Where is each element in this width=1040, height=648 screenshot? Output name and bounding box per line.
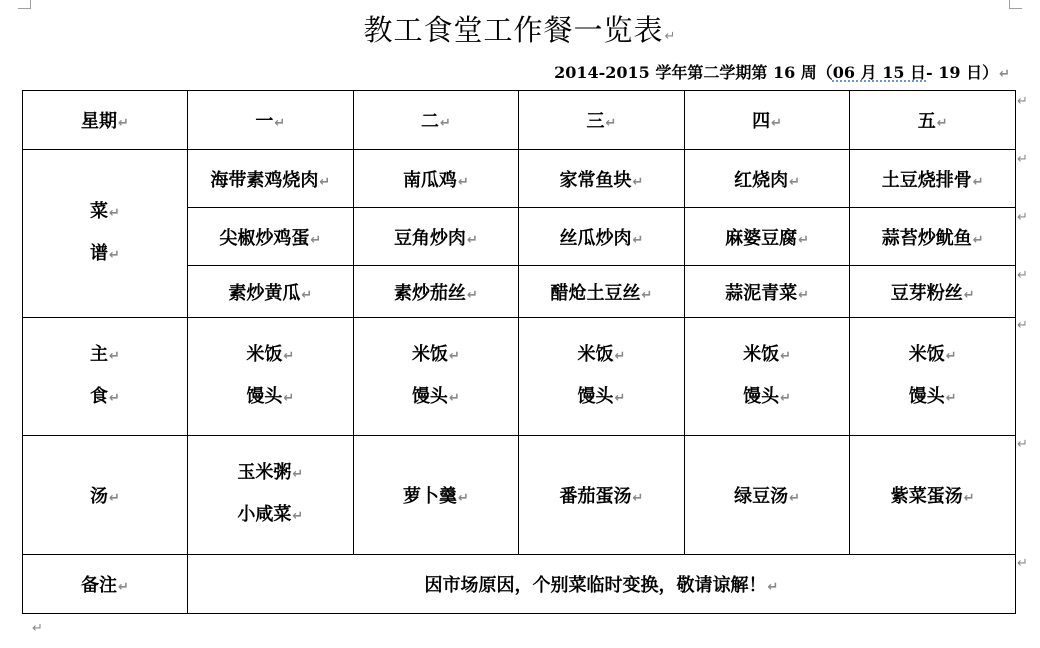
dish-cell — [850, 150, 1016, 208]
cell-mark-icon: ↵ — [632, 174, 644, 190]
dish-cell — [684, 150, 850, 208]
cell-mark-icon: ↵ — [789, 174, 801, 190]
cell-mark-icon: ↵ — [283, 390, 295, 406]
cell-mark-icon: ↵ — [963, 491, 975, 506]
dish-name: 蒜泥青菜 — [725, 282, 798, 304]
cell-mark-icon: ↵ — [789, 491, 801, 506]
dish-cell — [519, 266, 685, 318]
staple-cell — [850, 318, 1016, 436]
staple-item: 馒头 — [577, 385, 614, 407]
cell-mark-icon: ↵ — [466, 287, 478, 303]
cell-mark-icon: ↵ — [274, 116, 286, 131]
staple-label-char: 食 — [90, 385, 109, 407]
cell-mark-icon: ↵ — [319, 174, 331, 190]
staple-item: 米饭 — [246, 343, 283, 365]
cell-mark-icon: ↵ — [936, 116, 948, 131]
cell-mark-icon: ↵ — [780, 348, 792, 364]
cell-mark-icon: ↵ — [292, 509, 304, 524]
soup-row — [23, 436, 1016, 555]
staple-item: 馒头 — [743, 385, 780, 407]
cell-mark-icon: ↵ — [109, 491, 120, 506]
cell-mark-icon: ↵ — [780, 390, 792, 406]
soup-item: 番茄蛋汤 — [559, 486, 632, 507]
cell-mark-icon: ↵ — [109, 348, 120, 364]
staple-cell — [353, 318, 519, 436]
day-header-cell — [353, 91, 519, 150]
cell-mark-icon: ↵ — [118, 580, 129, 595]
day-header: 二 — [420, 111, 439, 132]
dish-cell — [684, 266, 850, 318]
dish-name: 家常鱼块 — [559, 169, 632, 191]
cell-mark-icon: ↵ — [771, 116, 783, 131]
cell-mark-icon: ↵ — [448, 390, 460, 406]
cell-mark-icon: ↵ — [118, 116, 129, 131]
staple-item: 米饭 — [743, 343, 780, 365]
cell-mark-icon: ↵ — [457, 491, 469, 506]
cell-mark-icon: ↵ — [945, 348, 957, 364]
dish-cell — [188, 208, 354, 266]
paragraph-mark-icon: ↵ — [664, 29, 677, 44]
subtitle-date-end: - 19 日） — [926, 63, 999, 82]
day-header: 四 — [752, 111, 771, 132]
dishes-category-cell — [23, 150, 188, 318]
dish-name: 南瓜鸡 — [402, 169, 457, 191]
dish-name: 素炒茄丝 — [393, 282, 466, 304]
row-end-mark-icon: ↵ — [1017, 437, 1028, 452]
row-end-mark-icon: ↵ — [1017, 94, 1028, 109]
soup-cell — [519, 436, 685, 555]
cell-mark-icon: ↵ — [439, 116, 451, 131]
dish-name: 红烧肉 — [734, 169, 789, 191]
dish-cell — [353, 266, 519, 318]
subtitle-prefix: 2014-2015 学年第二学期第 16 周（ — [554, 63, 833, 82]
soup-item: 玉米粥 — [237, 462, 292, 483]
subtitle-date-start: 06 月 15 日 — [832, 63, 927, 82]
staple-item: 米饭 — [908, 343, 945, 365]
cell-mark-icon: ↵ — [963, 287, 975, 303]
dish-name: 海带素鸡烧肉 — [210, 169, 319, 191]
soup-cell — [684, 436, 850, 555]
cell-mark-icon: ↵ — [972, 232, 984, 248]
dish-cell — [850, 266, 1016, 318]
document-title — [0, 8, 1040, 49]
dish-name: 醋炝土豆丝 — [550, 282, 641, 304]
cell-mark-icon: ↵ — [292, 467, 304, 482]
document-subtitle — [554, 60, 1010, 83]
cell-mark-icon: ↵ — [798, 287, 810, 303]
cell-mark-icon: ↵ — [310, 232, 322, 248]
dish-cell — [353, 150, 519, 208]
cell-mark-icon: ↵ — [109, 390, 120, 406]
dish-row — [23, 150, 1016, 208]
staple-cell — [684, 318, 850, 436]
staple-item: 米饭 — [411, 343, 448, 365]
soup-cell — [188, 436, 354, 555]
cell-mark-icon: ↵ — [109, 205, 120, 221]
cell-mark-icon: ↵ — [614, 348, 626, 364]
soup-label: 汤 — [90, 486, 109, 507]
cell-mark-icon: ↵ — [614, 390, 626, 406]
row-end-mark-icon: ↵ — [1017, 268, 1028, 283]
dish-cell — [188, 150, 354, 208]
cell-mark-icon: ↵ — [448, 348, 460, 364]
soup-item: 紫菜蛋汤 — [890, 486, 963, 507]
staple-category-cell — [23, 318, 188, 436]
dish-name: 蒜苔炒鱿鱼 — [881, 227, 972, 249]
cell-mark-icon: ↵ — [301, 287, 313, 303]
menu-table — [22, 90, 1016, 614]
cell-mark-icon: ↵ — [632, 232, 644, 248]
row-end-mark-icon: ↵ — [1017, 210, 1028, 225]
cell-mark-icon: ↵ — [109, 247, 120, 263]
title-text: 教工食堂工作餐一览表 — [363, 13, 664, 47]
header-row — [23, 91, 1016, 150]
dish-name: 豆芽粉丝 — [890, 282, 963, 304]
dish-cell — [519, 208, 685, 266]
dish-name: 尖椒炒鸡蛋 — [219, 227, 310, 249]
day-header: 五 — [917, 111, 936, 132]
cell-mark-icon: ↵ — [972, 174, 984, 190]
dish-name: 丝瓜炒肉 — [559, 227, 632, 249]
row-end-mark-icon: ↵ — [1017, 556, 1028, 571]
note-label: 备注 — [81, 575, 118, 596]
staple-row — [23, 318, 1016, 436]
dish-name: 麻婆豆腐 — [725, 227, 798, 249]
dish-name: 豆角炒肉 — [393, 227, 466, 249]
cell-mark-icon: ↵ — [641, 287, 653, 303]
cell-mark-icon: ↵ — [798, 232, 810, 248]
soup-cell — [353, 436, 519, 555]
cell-mark-icon: ↵ — [283, 348, 295, 364]
cell-mark-icon: ↵ — [457, 174, 469, 190]
row-end-mark-icon: ↵ — [1017, 152, 1028, 167]
staple-item: 馒头 — [411, 385, 448, 407]
soup-category-cell — [23, 436, 188, 555]
dish-cell — [188, 266, 354, 318]
dishes-label-char: 菜 — [90, 200, 109, 222]
soup-cell — [850, 436, 1016, 555]
day-header-cell — [850, 91, 1016, 150]
document-end-mark-icon: ↵ — [32, 621, 43, 636]
cell-mark-icon: ↵ — [605, 116, 617, 131]
note-label-cell — [23, 555, 188, 614]
dish-cell — [850, 208, 1016, 266]
staple-item: 馒头 — [246, 385, 283, 407]
cell-mark-icon: ↵ — [466, 232, 478, 248]
day-header-cell — [519, 91, 685, 150]
day-header-cell — [188, 91, 354, 150]
soup-item: 小咸菜 — [237, 504, 292, 525]
day-header-cell — [684, 91, 850, 150]
note-row — [23, 555, 1016, 614]
dish-cell — [684, 208, 850, 266]
staple-cell — [188, 318, 354, 436]
staple-item: 米饭 — [577, 343, 614, 365]
dish-name: 土豆烧排骨 — [881, 169, 972, 191]
day-header: 三 — [586, 111, 605, 132]
staple-cell — [519, 318, 685, 436]
day-header: 一 — [255, 111, 274, 132]
soup-item: 萝卜羹 — [402, 486, 457, 507]
dish-cell — [519, 150, 685, 208]
dishes-label-char: 谱 — [90, 242, 109, 264]
note-text: 因市场原因，个别菜临时变换，敬请谅解！ — [424, 575, 767, 596]
weekday-label: 星期 — [81, 111, 118, 132]
dish-cell — [353, 208, 519, 266]
staple-label-char: 主 — [90, 343, 109, 365]
dish-name: 素炒黄瓜 — [228, 282, 301, 304]
cell-mark-icon: ↵ — [767, 580, 779, 595]
weekday-label-cell — [23, 91, 188, 150]
cell-mark-icon: ↵ — [945, 390, 957, 406]
cell-mark-icon: ↵ — [632, 491, 644, 506]
row-end-mark-icon: ↵ — [1017, 318, 1028, 333]
soup-item: 绿豆汤 — [734, 486, 789, 507]
note-text-cell — [188, 555, 1016, 614]
paragraph-mark-icon: ↵ — [999, 67, 1010, 82]
staple-item: 馒头 — [908, 385, 945, 407]
